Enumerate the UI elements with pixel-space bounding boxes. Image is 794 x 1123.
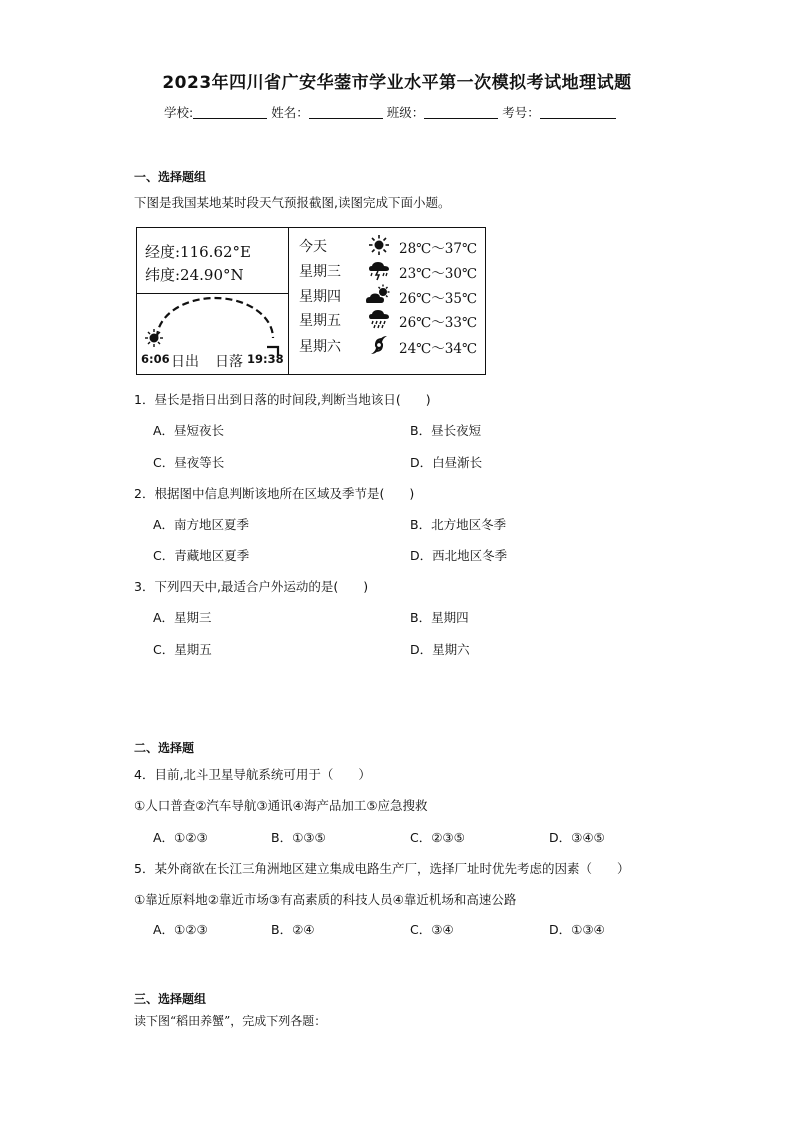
question-4-option-a[interactable]: A．①②③ bbox=[153, 830, 208, 845]
question-3-option-d[interactable]: D．星期六 bbox=[410, 642, 470, 657]
sun-arc bbox=[157, 298, 273, 338]
question-2-option-d[interactable]: D．西北地区冬季 bbox=[410, 548, 508, 563]
coordinate-panel bbox=[137, 228, 289, 294]
question-3-stem: 3．下列四天中,最适合户外运动的是( ) bbox=[134, 579, 369, 594]
forecast-day: 星期三 bbox=[299, 264, 341, 280]
question-5-items: ①靠近原料地②靠近市场③有高素质的科技人员④靠近机场和高速公路 bbox=[134, 892, 517, 907]
forecast-temp: 26℃～35℃ bbox=[399, 291, 478, 307]
sun-path-panel bbox=[137, 294, 289, 374]
class-label: 班级： bbox=[386, 105, 425, 120]
question-5-option-c[interactable]: C．③④ bbox=[410, 922, 454, 937]
forecast-day: 星期六 bbox=[299, 339, 341, 355]
sunrise-label: 日出 bbox=[171, 354, 199, 370]
sunny-icon bbox=[367, 234, 391, 256]
question-4-stem: 4．目前,北斗卫星导航系统可用于（ ） bbox=[134, 767, 371, 782]
question-2-option-a[interactable]: A．南方地区夏季 bbox=[153, 517, 250, 532]
name-label: 姓名： bbox=[271, 105, 309, 120]
question-5-option-b[interactable]: B．②④ bbox=[271, 922, 315, 937]
question-4-option-b[interactable]: B．①③⑤ bbox=[271, 830, 326, 845]
question-1-option-a[interactable]: A．昼短夜长 bbox=[153, 423, 225, 438]
question-3-option-a[interactable]: A．星期三 bbox=[153, 610, 212, 625]
question-1-stem: 1．昼长是指日出到日落的时间段,判断当地该日( ) bbox=[134, 392, 431, 407]
question-2-option-c[interactable]: C．青藏地区夏季 bbox=[153, 548, 250, 563]
question-1-option-b[interactable]: B．昼长夜短 bbox=[410, 423, 482, 438]
sun-icon bbox=[145, 329, 163, 347]
question-3-option-b[interactable]: B．星期四 bbox=[410, 610, 469, 625]
thunderstorm-icon bbox=[367, 259, 391, 281]
question-5-stem: 5．某外商欲在长江三角洲地区建立集成电路生产厂，选择厂址时优先考虑的因素（ ） bbox=[134, 861, 630, 876]
latitude-text: 纬度:24.90°N bbox=[145, 266, 244, 284]
question-1-option-d[interactable]: D．白昼渐长 bbox=[410, 455, 483, 470]
question-2-option-b[interactable]: B．北方地区冬季 bbox=[410, 517, 507, 532]
school-label: 学校: bbox=[164, 105, 194, 120]
section2-heading: 二、选择题 bbox=[134, 741, 195, 755]
page-title: 2023年四川省广安华蓥市学业水平第一次模拟考试地理试题 bbox=[162, 73, 632, 93]
forecast-day: 星期五 bbox=[299, 313, 341, 329]
section3-intro: 读下图“稻田养蟹”，完成下列各题： bbox=[134, 1014, 327, 1028]
forecast-row-wednesday bbox=[297, 259, 485, 283]
question-3-option-c[interactable]: C．星期五 bbox=[153, 642, 212, 657]
forecast-temp: 28℃～37℃ bbox=[399, 241, 478, 257]
student-info-line bbox=[164, 103, 616, 121]
forecast-day: 今天 bbox=[299, 239, 327, 255]
section1-heading: 一、选择题组 bbox=[134, 170, 207, 184]
forecast-temp: 26℃～33℃ bbox=[399, 315, 478, 331]
question-4-items: ①人口普查②汽车导航③通讯④海产品加工⑤应急搜救 bbox=[134, 798, 428, 813]
question-4-option-d[interactable]: D．③④⑤ bbox=[549, 830, 605, 845]
forecast-day: 星期四 bbox=[299, 289, 341, 305]
question-2-stem: 2．根据图中信息判断该地所在区域及季节是( ) bbox=[134, 486, 415, 501]
forecast-temp: 24℃～34℃ bbox=[399, 341, 478, 357]
section3-heading: 三、选择题组 bbox=[134, 992, 207, 1006]
partly-cloudy-icon bbox=[363, 284, 393, 306]
sunrise-time: 6:06 bbox=[141, 352, 170, 366]
forecast-row-today bbox=[297, 234, 485, 258]
question-4-option-c[interactable]: C．②③⑤ bbox=[410, 830, 465, 845]
question-5-option-a[interactable]: A．①②③ bbox=[153, 922, 208, 937]
forecast-row-thursday bbox=[297, 284, 485, 308]
name-blank[interactable] bbox=[309, 106, 383, 119]
forecast-temp: 23℃～30℃ bbox=[399, 266, 478, 282]
class-blank[interactable] bbox=[424, 106, 498, 119]
forecast-row-saturday bbox=[297, 334, 485, 358]
number-blank[interactable] bbox=[540, 106, 616, 119]
section1-intro: 下图是我国某地某时段天气预报截图,读图完成下面小题。 bbox=[134, 195, 451, 210]
longitude-text: 经度:116.62°E bbox=[145, 243, 251, 261]
question-1-option-c[interactable]: C．昼夜等长 bbox=[153, 455, 225, 470]
sunset-time: 19:38 bbox=[247, 352, 284, 366]
sunset-label: 日落 bbox=[215, 354, 243, 370]
forecast-row-friday bbox=[297, 308, 485, 332]
heavy-rain-icon bbox=[367, 308, 391, 330]
school-blank[interactable] bbox=[193, 106, 267, 119]
typhoon-icon bbox=[367, 334, 391, 356]
number-label: 考号： bbox=[502, 105, 540, 120]
weather-forecast-figure bbox=[136, 227, 486, 375]
question-5-option-d[interactable]: D．①③④ bbox=[549, 922, 605, 937]
